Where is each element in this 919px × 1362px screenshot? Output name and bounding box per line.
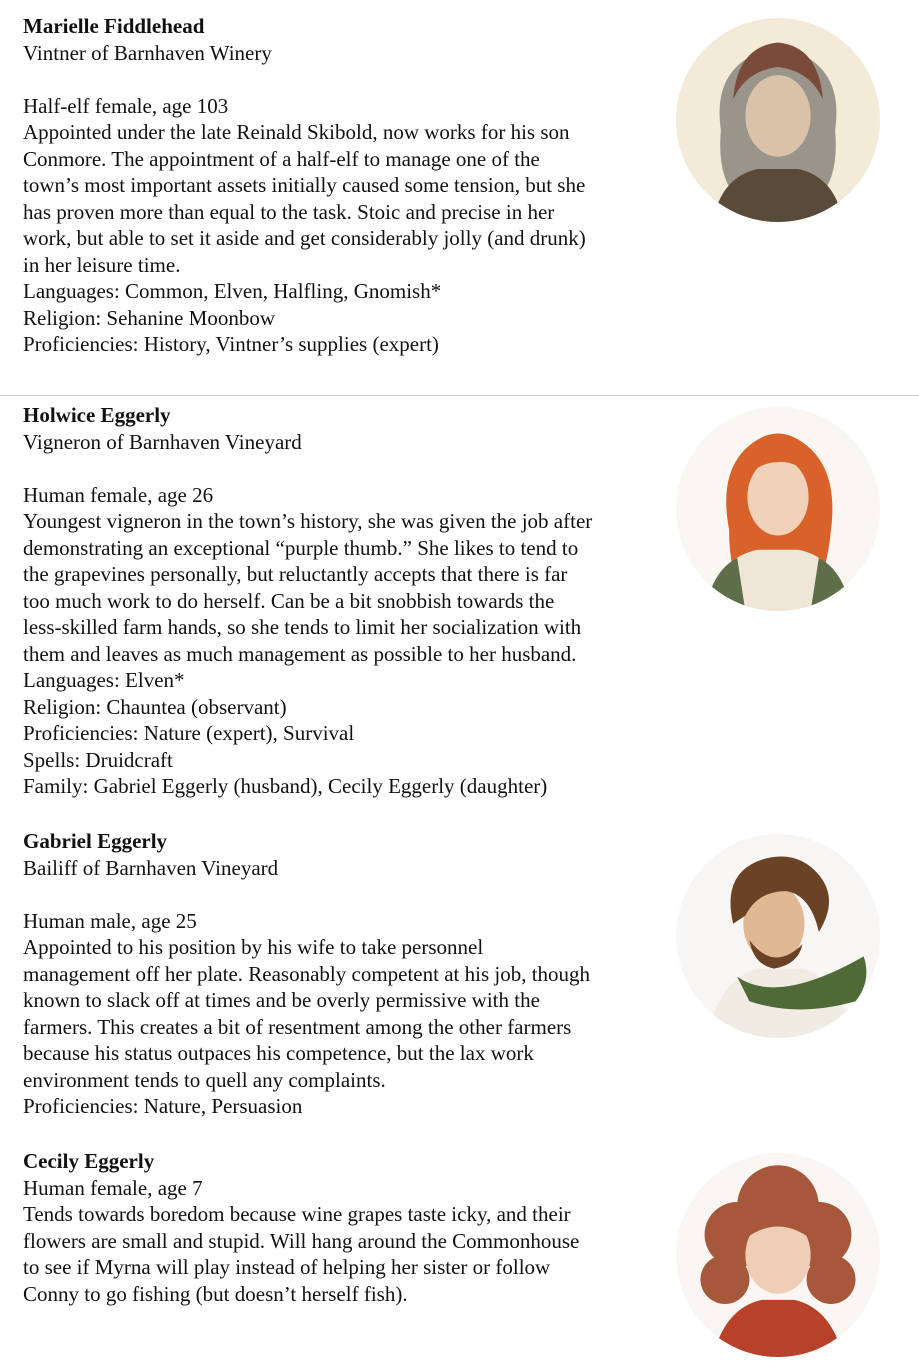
curly-haired-girl-portrait: [676, 1153, 880, 1357]
npc-entry-holwice: [23, 402, 663, 800]
portrait-art: [676, 407, 880, 611]
npc-detail: Proficiencies: Nature, Persuasion: [23, 1094, 303, 1118]
npc-description-line: farmers. This creates a bit of resentment among the other farmers: [23, 1014, 572, 1039]
npc-detail: Languages: Common, Elven, Halfling, Gnomish*: [23, 279, 442, 303]
red-haired-woman-portrait: [676, 407, 880, 611]
npc-race: Human male, age 25: [23, 908, 197, 933]
npc-detail: Languages: Elven*: [23, 668, 185, 692]
npc-description-line: management off her plate. Reasonably competent at his job, though: [23, 961, 591, 986]
npc-detail: Religion: Chauntea (observant): [23, 694, 287, 719]
npc-entry-marielle: [23, 13, 663, 358]
section-divider: [0, 395, 919, 396]
npc-description-line: Appointed under the late Reinald Skibold, now works for his son: [23, 120, 570, 144]
npc-description-line: Tends towards boredom because wine grapes taste icky, and their: [23, 1202, 571, 1226]
npc-title: Vintner of Barnhaven Winery: [23, 40, 272, 65]
npc-detail: Proficiencies: History, Vintner’s supplies (expert): [23, 332, 439, 356]
npc-detail: Religion: Sehanine Moonbow: [23, 305, 275, 330]
npc-name: Holwice Eggerly: [23, 403, 171, 427]
npc-detail: Family: Gabriel Eggerly (husband), Cecily Eggerly (daughter): [23, 774, 548, 798]
npc-description-line: Youngest vigneron in the town’s history, she was given the job after: [23, 509, 593, 533]
npc-title: Vigneron of Barnhaven Vineyard: [23, 429, 302, 454]
npc-detail: Proficiencies: Nature (expert), Survival: [23, 721, 355, 745]
portrait-art: [676, 834, 880, 1038]
npc-entry-gabriel: [23, 828, 663, 1120]
portrait-art: [676, 1153, 880, 1357]
npc-description-line: has proven more than equal to the task. Stoic and precise in her: [23, 199, 555, 224]
portrait-art: [676, 18, 880, 222]
npc-description-line: Appointed to his position by his wife to take personnel: [23, 935, 484, 959]
brown-haired-man-portrait: [676, 834, 880, 1038]
npc-name: Marielle Fiddlehead: [23, 14, 205, 38]
npc-description-line: environment tends to quell any complaints.: [23, 1067, 386, 1092]
npc-entry-cecily: [23, 1148, 663, 1307]
npc-description-line: flowers are small and stupid. Will hang around the Commonhouse: [23, 1228, 580, 1253]
npc-description-line: the grapevines personally, but reluctantly accepts that there is far: [23, 562, 568, 586]
npc-description-line: because his status outpaces his competence, but the lax work: [23, 1041, 534, 1065]
npc-name: Gabriel Eggerly: [23, 829, 168, 853]
npc-title: Bailiff of Barnhaven Vineyard: [23, 855, 279, 880]
npc-description-line: work, but able to set it aside and get considerably jolly (and drunk): [23, 226, 586, 250]
npc-description-line: Conny to go fishing (but doesn’t herself fish).: [23, 1281, 408, 1306]
npc-name: Cecily Eggerly: [23, 1149, 155, 1173]
npc-description-line: less-skilled farm hands, so she tends to limit her socialization with: [23, 615, 582, 639]
half-elf-woman-portrait: [676, 18, 880, 222]
npc-race: Human female, age 7: [23, 1175, 203, 1200]
npc-detail: Spells: Druidcraft: [23, 747, 173, 772]
npc-race: Human female, age 26: [23, 482, 214, 507]
npc-description-line: in her leisure time.: [23, 252, 181, 277]
npc-description-line: known to slack off at times and be overly permissive with the: [23, 988, 540, 1012]
npc-description-line: Conmore. The appointment of a half-elf to manage one of the: [23, 146, 540, 171]
npc-race: Half-elf female, age 103: [23, 93, 229, 118]
npc-description-line: them and leaves as much management as possible to her husband.: [23, 641, 577, 666]
npc-description-line: too much work to do herself. Can be a bit snobbish towards the: [23, 588, 555, 613]
npc-description-line: to see if Myrna will play instead of helping her sister or follow: [23, 1255, 551, 1279]
npc-description-line: town’s most important assets initially caused some tension, but she: [23, 173, 586, 197]
npc-description-line: demonstrating an exceptional “purple thumb.” She likes to tend to: [23, 535, 579, 560]
